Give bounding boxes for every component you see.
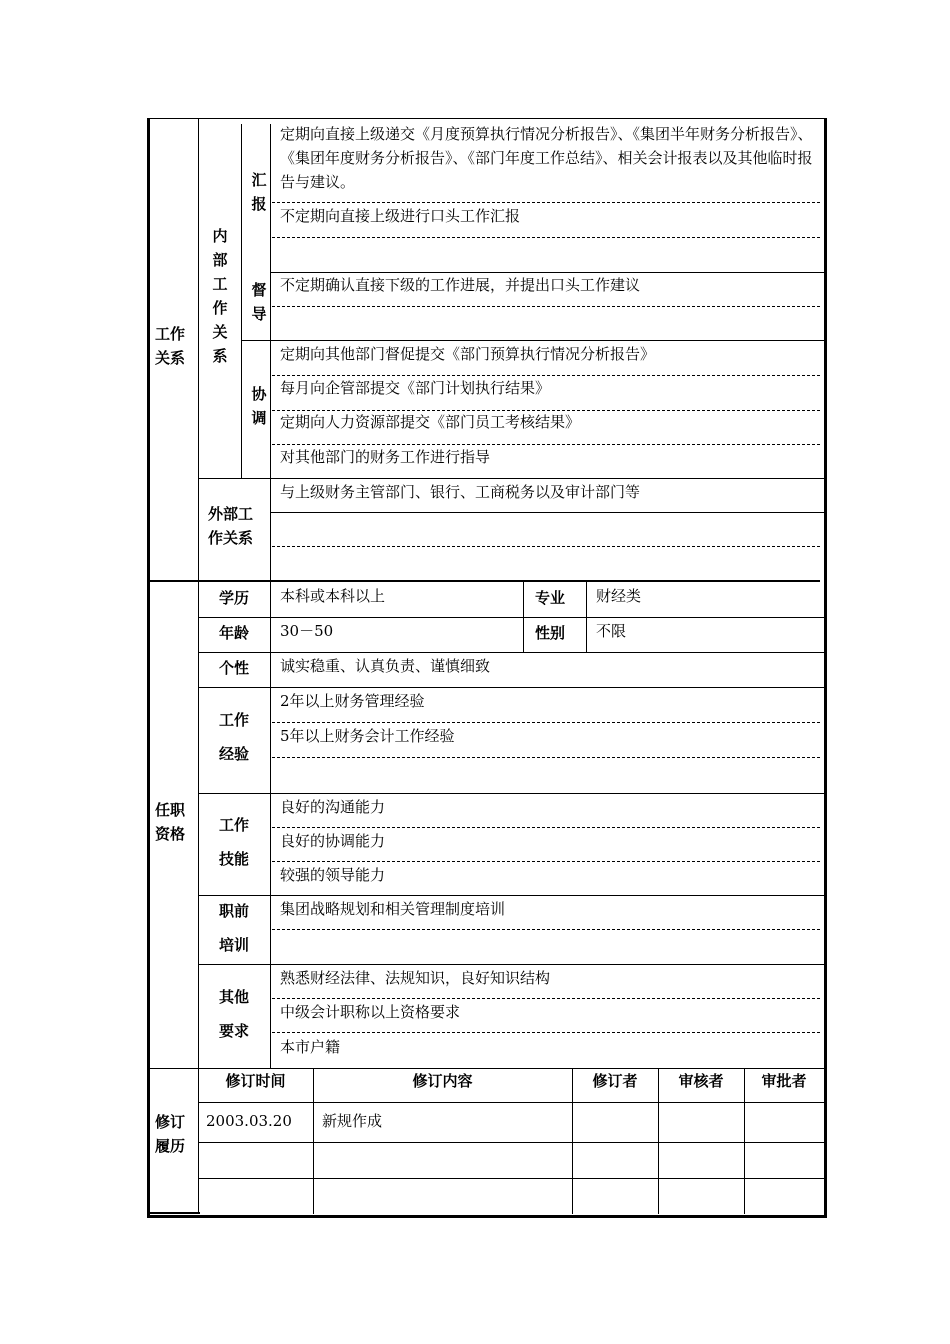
revision-date: 2003.03.20 <box>206 1112 292 1130</box>
revision-header: 修订时间 <box>225 1072 286 1090</box>
education-label: 学历 <box>219 589 250 607</box>
report-label: 汇报 <box>251 171 267 213</box>
coordinate-item: 定期向人力资源部提交《部门员工考核结果》 <box>280 413 581 431</box>
supervise-item: 不定期确认直接下级的工作进展，并提出口头工作建议 <box>280 276 641 294</box>
report-item: 定期向直接上级递交《月度预算执行情况分析报告》、《集团半年财务分析报告》、《集团年度财务分析报告》、《部门年度工作总结》、相关会计报表以及其他临时报告与建议。 <box>280 125 813 191</box>
report-item: 不定期向直接上级进行口头工作汇报 <box>280 207 521 225</box>
experience-item: 2年以上财务管理经验 <box>280 692 425 710</box>
work-relations-label: 工作关系 <box>155 325 186 367</box>
experience-label: 工作 <box>219 711 250 729</box>
divider <box>198 478 824 479</box>
revision-label: 修订履历 <box>155 1113 186 1155</box>
section-divider <box>150 580 820 582</box>
divider <box>241 340 824 341</box>
external-relations-label: 外部工作关系 <box>208 505 254 547</box>
gender-value: 不限 <box>596 622 627 640</box>
skills-label: 技能 <box>219 850 250 868</box>
supervise-label: 督导 <box>251 281 267 323</box>
divider <box>198 118 199 580</box>
revision-content: 新规作成 <box>322 1112 383 1130</box>
coordinate-item: 对其他部门的财务工作进行指导 <box>280 448 491 466</box>
other-label: 要求 <box>219 1022 250 1040</box>
qualifications-label: 任职资格 <box>155 801 186 843</box>
other-item: 本市户籍 <box>280 1038 341 1056</box>
experience-item: 5年以上财务会计工作经验 <box>280 727 455 745</box>
age-value: 30－50 <box>280 622 334 640</box>
other-label: 其他 <box>219 988 250 1006</box>
experience-label: 经验 <box>219 745 250 763</box>
training-label: 培训 <box>219 936 250 954</box>
coordinate-label: 协调 <box>251 385 267 427</box>
training-item: 集团战略规划和相关管理制度培训 <box>280 900 506 918</box>
major-label: 专业 <box>535 589 566 607</box>
coordinate-item: 每月向企管部提交《部门计划执行结果》 <box>280 379 551 397</box>
coordinate-item: 定期向其他部门督促提交《部门预算执行情况分析报告》 <box>280 345 656 363</box>
revision-header: 修订内容 <box>412 1072 473 1090</box>
education-value: 本科或本科以上 <box>280 587 386 605</box>
revision-header: 审核者 <box>678 1072 724 1090</box>
skills-item: 良好的协调能力 <box>280 832 386 850</box>
gender-label: 性别 <box>535 624 566 642</box>
training-label: 职前 <box>219 902 250 920</box>
skills-item: 较强的领导能力 <box>280 866 386 884</box>
personality-value: 诚实稳重、认真负责、谨慎细致 <box>280 657 491 675</box>
major-value: 财经类 <box>596 587 642 605</box>
other-item: 中级会计职称以上资格要求 <box>280 1003 461 1021</box>
revision-header: 修订者 <box>592 1072 638 1090</box>
personality-label: 个性 <box>219 659 250 677</box>
divider <box>241 124 242 478</box>
external-item: 与上级财务主管部门、银行、工商税务以及审计部门等 <box>280 483 641 501</box>
skills-item: 良好的沟通能力 <box>280 798 386 816</box>
internal-relations-label: 内部工作关系 <box>212 227 228 365</box>
revision-header: 审批者 <box>761 1072 807 1090</box>
other-item: 熟悉财经法律、法规知识，良好知识结构 <box>280 969 551 987</box>
skills-label: 工作 <box>219 816 250 834</box>
age-label: 年龄 <box>219 624 250 642</box>
